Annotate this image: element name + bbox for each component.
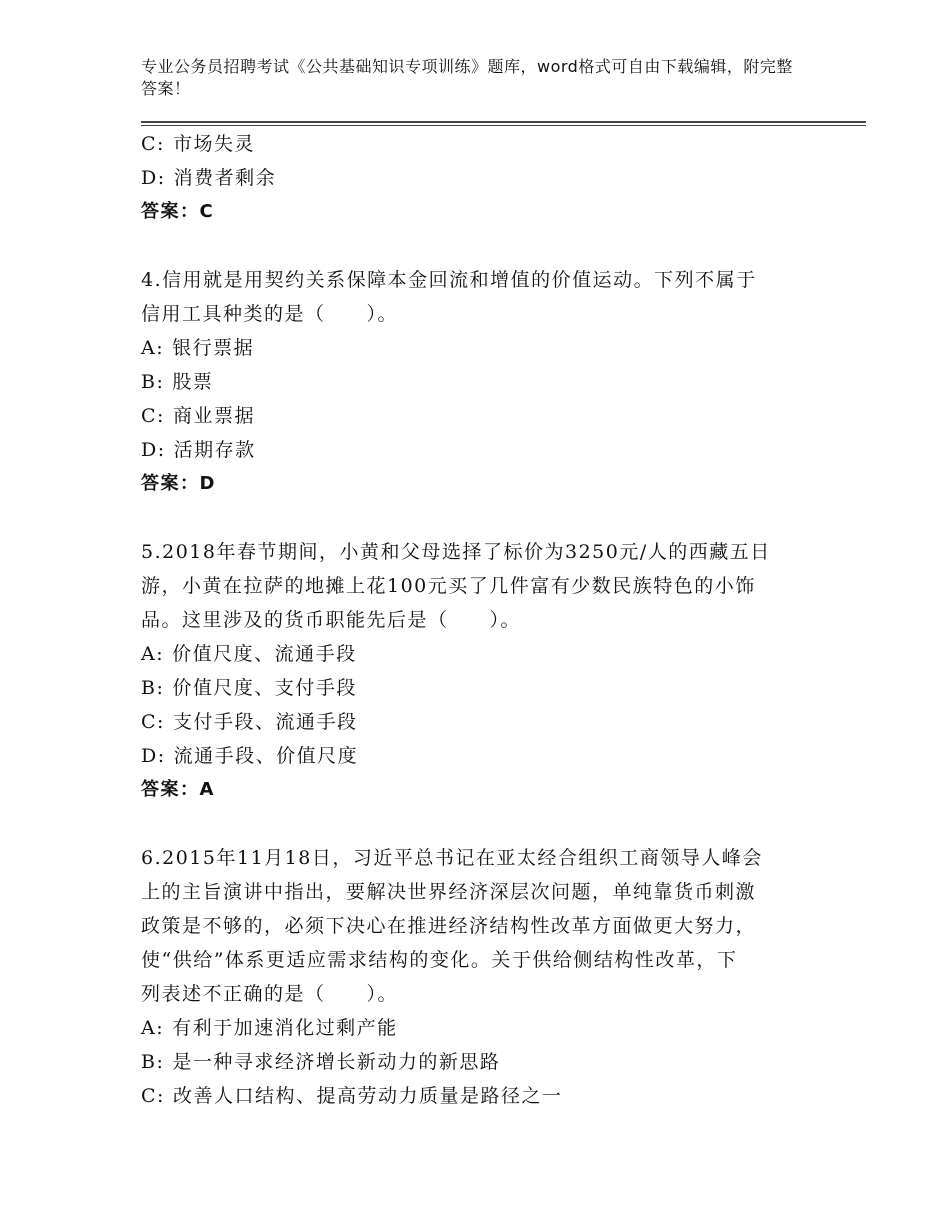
header-rule-thick xyxy=(141,121,866,123)
option-c: C: 支付手段、流通手段 xyxy=(141,711,358,733)
question-text-line: 上的主旨演讲中指出，要解决世界经济深层次问题，单纯靠货币刺激 xyxy=(141,881,757,903)
question-text-line: 政策是不够的，必须下决心在推进经济结构性改革方面做更大努力， xyxy=(141,915,757,937)
option-c: C: 市场失灵 xyxy=(141,133,255,155)
prev-question-tail xyxy=(141,127,801,229)
answer: 答案：D xyxy=(141,473,216,494)
answer: 答案：C xyxy=(141,201,215,222)
question-text-line: 5.2018年春节期间，小黄和父母选择了标价为3250元/人的西藏五日 xyxy=(141,541,771,563)
question-text-line: 品。这里涉及的货币职能先后是（ ）。 xyxy=(141,609,522,631)
document-body xyxy=(141,127,801,1113)
question-text-line: 4.信用就是用契约关系保障本金回流和增值的价值运动。下列不属于 xyxy=(141,269,757,291)
option-c: C: 商业票据 xyxy=(141,405,255,427)
option-a: A: 价值尺度、流通手段 xyxy=(141,643,357,665)
header-rule-thin xyxy=(141,125,866,126)
question-text-line: 6.2015年11月18日，习近平总书记在亚太经合组织工商领导人峰会 xyxy=(141,847,763,869)
answer: 答案：A xyxy=(141,779,215,800)
option-a: A: 银行票据 xyxy=(141,337,255,359)
header-text: 专业公务员招聘考试《公共基础知识专项训练》题库，word格式可自由下载编辑，附完整答案！ xyxy=(141,57,793,98)
option-d: D: 流通手段、价值尺度 xyxy=(141,745,359,767)
option-d: D: 活期存款 xyxy=(141,439,256,461)
option-d: D: 消费者剩余 xyxy=(141,167,277,189)
question-text-line: 游，小黄在拉萨的地摊上花100元买了几件富有少数民族特色的小饰 xyxy=(141,575,756,597)
page-header xyxy=(141,56,801,100)
question-text-line: 使“供给”体系更适应需求结构的变化。关于供给侧结构性改革，下 xyxy=(141,949,738,971)
option-a: A: 有利于加速消化过剩产能 xyxy=(141,1017,398,1039)
option-b: B: 是一种寻求经济增长新动力的新思路 xyxy=(141,1051,501,1073)
question-text-line: 信用工具种类的是（ ）。 xyxy=(141,303,399,325)
question-text-line: 列表述不正确的是（ ）。 xyxy=(141,983,399,1005)
option-c: C: 改善人口结构、提高劳动力质量是路径之一 xyxy=(141,1085,563,1107)
question-6 xyxy=(141,841,801,1113)
option-b: B: 股票 xyxy=(141,371,214,393)
option-b: B: 价值尺度、支付手段 xyxy=(141,677,357,699)
question-5 xyxy=(141,535,801,807)
question-4 xyxy=(141,263,801,501)
